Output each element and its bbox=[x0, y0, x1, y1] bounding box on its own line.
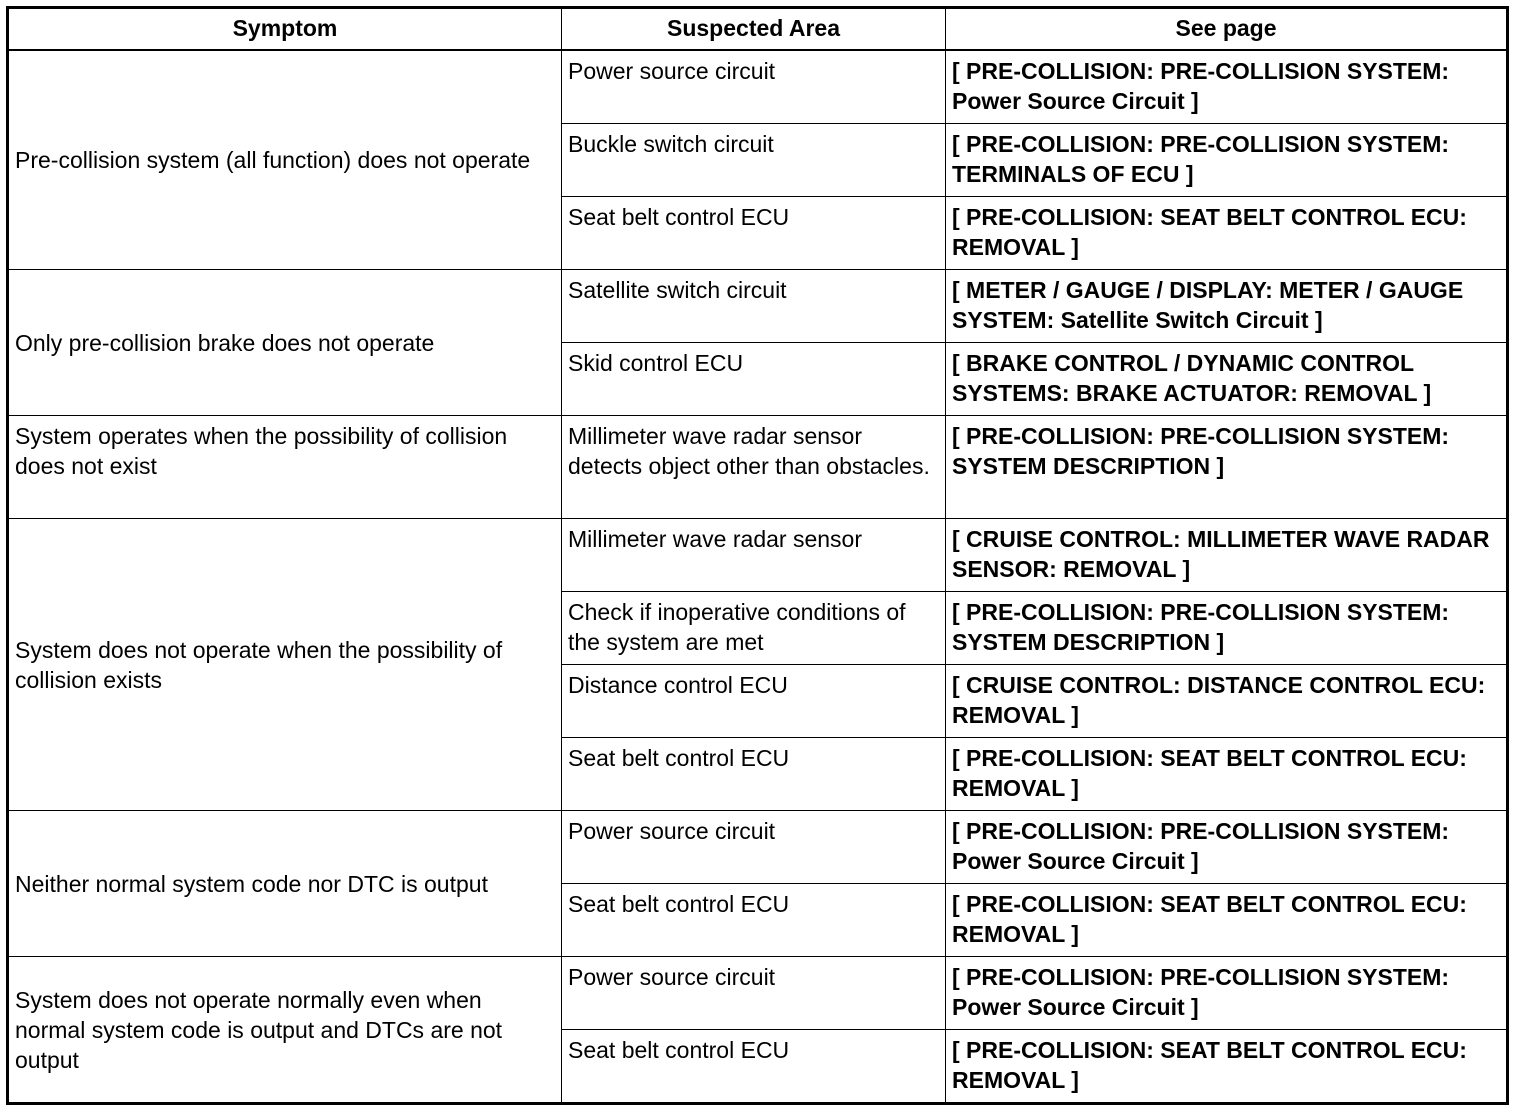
see-page-cell: [ PRE-COLLISION: SEAT BELT CONTROL ECU: REMOVAL ] bbox=[946, 197, 1508, 270]
suspected-area-cell: Skid control ECU bbox=[562, 343, 946, 416]
see-page-cell: [ PRE-COLLISION: PRE-COLLISION SYSTEM: SYSTEM DESCRIPTION ] bbox=[946, 592, 1508, 665]
see-page-cell: [ METER / GAUGE / DISPLAY: METER / GAUGE SYSTEM: Satellite Switch Circuit ] bbox=[946, 270, 1508, 343]
suspected-area-cell: Seat belt control ECU bbox=[562, 197, 946, 270]
symptom-cell: System operates when the possibility of collision does not exist bbox=[8, 416, 562, 519]
suspected-area-cell: Power source circuit bbox=[562, 957, 946, 1030]
see-page-cell: [ CRUISE CONTROL: DISTANCE CONTROL ECU: REMOVAL ] bbox=[946, 665, 1508, 738]
table-row bbox=[8, 811, 1508, 884]
see-page-cell: [ PRE-COLLISION: SEAT BELT CONTROL ECU: REMOVAL ] bbox=[946, 738, 1508, 811]
table-row bbox=[8, 270, 1508, 343]
see-page-cell: [ PRE-COLLISION: SEAT BELT CONTROL ECU: REMOVAL ] bbox=[946, 884, 1508, 957]
suspected-area-cell: Distance control ECU bbox=[562, 665, 946, 738]
header-symptom: Symptom bbox=[8, 8, 562, 51]
suspected-area-cell: Power source circuit bbox=[562, 50, 946, 124]
symptom-cell: Neither normal system code nor DTC is output bbox=[8, 811, 562, 957]
header-suspected-area: Suspected Area bbox=[562, 8, 946, 51]
suspected-area-cell: Seat belt control ECU bbox=[562, 884, 946, 957]
suspected-area-cell: Check if inoperative conditions of the system are met bbox=[562, 592, 946, 665]
table-row bbox=[8, 519, 1508, 592]
problem-symptoms-table bbox=[6, 6, 1509, 1105]
suspected-area-cell: Seat belt control ECU bbox=[562, 738, 946, 811]
suspected-area-cell: Millimeter wave radar sensor detects object other than obstacles. bbox=[562, 416, 946, 519]
suspected-area-cell: Seat belt control ECU bbox=[562, 1030, 946, 1104]
see-page-cell: [ PRE-COLLISION: PRE-COLLISION SYSTEM: Power Source Circuit ] bbox=[946, 957, 1508, 1030]
see-page-cell: [ PRE-COLLISION: PRE-COLLISION SYSTEM: SYSTEM DESCRIPTION ] bbox=[946, 416, 1508, 519]
see-page-cell: [ PRE-COLLISION: SEAT BELT CONTROL ECU: REMOVAL ] bbox=[946, 1030, 1508, 1104]
symptom-cell: System does not operate when the possibility of collision exists bbox=[8, 519, 562, 811]
suspected-area-cell: Satellite switch circuit bbox=[562, 270, 946, 343]
see-page-cell: [ PRE-COLLISION: PRE-COLLISION SYSTEM: Power Source Circuit ] bbox=[946, 50, 1508, 124]
table-row bbox=[8, 957, 1508, 1030]
suspected-area-cell: Millimeter wave radar sensor bbox=[562, 519, 946, 592]
see-page-cell: [ PRE-COLLISION: PRE-COLLISION SYSTEM: TERMINALS OF ECU ] bbox=[946, 124, 1508, 197]
suspected-area-cell: Buckle switch circuit bbox=[562, 124, 946, 197]
see-page-cell: [ CRUISE CONTROL: MILLIMETER WAVE RADAR SENSOR: REMOVAL ] bbox=[946, 519, 1508, 592]
see-page-cell: [ BRAKE CONTROL / DYNAMIC CONTROL SYSTEMS: BRAKE ACTUATOR: REMOVAL ] bbox=[946, 343, 1508, 416]
table-row bbox=[8, 416, 1508, 519]
symptom-cell: Pre-collision system (all function) does not operate bbox=[8, 50, 562, 270]
symptom-cell: System does not operate normally even when normal system code is output and DTCs are not output bbox=[8, 957, 562, 1104]
table-row bbox=[8, 50, 1508, 124]
header-see-page: See page bbox=[946, 8, 1508, 51]
table-header-row bbox=[8, 8, 1508, 51]
symptom-cell: Only pre-collision brake does not operate bbox=[8, 270, 562, 416]
suspected-area-cell: Power source circuit bbox=[562, 811, 946, 884]
see-page-cell: [ PRE-COLLISION: PRE-COLLISION SYSTEM: Power Source Circuit ] bbox=[946, 811, 1508, 884]
